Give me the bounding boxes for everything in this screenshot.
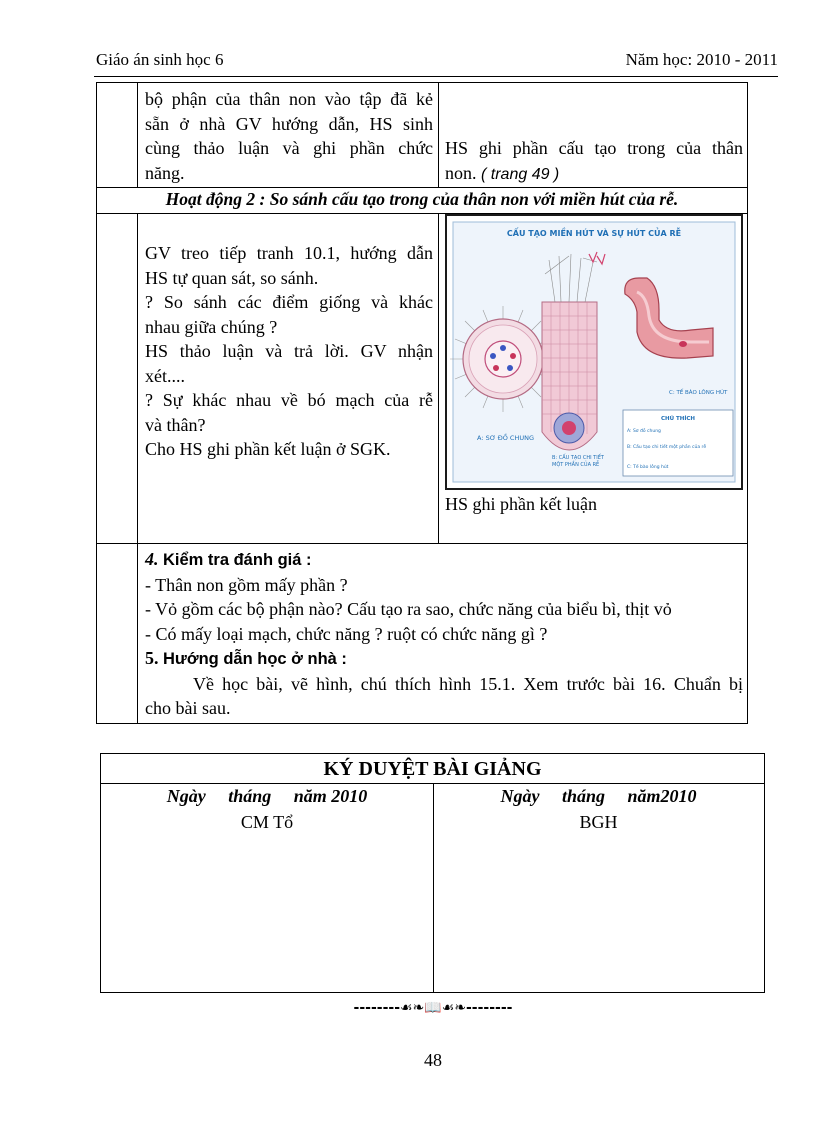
text-line: năng. — [145, 162, 185, 183]
text-line: và thân? — [145, 414, 206, 435]
figure-title: CẤU TẠO MIỀN HÚT VÀ SỰ HÚT CỦA RỄ — [506, 229, 682, 238]
approval-box — [100, 753, 765, 993]
label-b-line2: MỘT PHẦN CỦA RỄ — [552, 462, 600, 468]
label-a: A: SƠ ĐỒ CHUNG — [477, 434, 535, 442]
root-diagram — [447, 216, 741, 488]
col-divider — [137, 213, 138, 723]
text-line: cùng thảo luận và ghi phần chức — [145, 138, 433, 158]
text-line: HS tự quan sát, so sánh. — [145, 267, 319, 288]
header-subject: Giáo án sinh học 6 — [96, 50, 224, 69]
row1-student-cell — [445, 136, 743, 187]
row3-cell — [145, 547, 743, 721]
text-line: - Có mấy loại mạch, chức năng ? ruột có chức năng gì ? — [145, 623, 548, 644]
text-line: - Thân non gồm mấy phần ? — [145, 574, 348, 595]
text-line: bộ phận của thân non vào tập đã kẻ — [145, 89, 433, 109]
legend-title: CHÚ THÍCH — [660, 416, 696, 422]
text-fragment: non. — [445, 162, 477, 183]
text-line: Cho HS ghi phần kết luận ở SGK. — [145, 439, 391, 459]
heading-number: 5. — [145, 648, 159, 668]
header-school-year: Năm học: 2010 - 2011 — [625, 50, 778, 69]
text-line — [445, 161, 743, 188]
legend-item: C: Tế bào lông hút — [627, 465, 669, 470]
col-divider — [438, 213, 439, 543]
legend-item: A: Sơ đồ chung — [627, 429, 661, 434]
text-line: Về học bài, vẽ hình, chú thích hình 15.1. Xem trước bài 16. Chuẩn bị — [193, 673, 743, 694]
row1-teacher-cell — [145, 87, 433, 185]
text-line: cho bài sau. — [145, 698, 231, 718]
row-divider — [97, 543, 747, 544]
col-divider — [438, 83, 439, 187]
activity-2-title: Hoạt động 2 : So sánh cấu tạo trong của thân non với miền hút của rễ. — [165, 189, 679, 209]
page-reference: ( trang 49 ) — [481, 165, 560, 183]
text-line: sẵn ở nhà GV hướng dẫn, HS sinh — [145, 113, 433, 134]
homework-heading — [145, 646, 743, 672]
text-line: ? Sự khác nhau về bó mạch của rễ — [145, 390, 433, 410]
root-structure-figure — [445, 214, 743, 490]
text-line: HS ghi phần cấu tạo trong của thân — [445, 138, 743, 158]
text-line: HS thảo luận và trả lời. GV nhận — [145, 341, 433, 361]
text-line: GV treo tiếp tranh 10.1, hướng dẫn — [145, 243, 433, 263]
row-divider — [97, 187, 747, 188]
page-number: 48 — [424, 1050, 442, 1070]
ornament-divider: --------☙❧📖☙❧-------- — [353, 1000, 513, 1016]
assessment-heading — [145, 547, 743, 573]
heading-text: Kiểm tra đánh giá : — [163, 551, 312, 569]
heading-text: Hướng dẫn học ở nhà : — [163, 650, 347, 668]
col-divider — [137, 83, 138, 187]
row2-teacher-cell — [145, 241, 433, 462]
text-line: - Vỏ gồm các bộ phận nào? Cấu tạo ra sao, chức năng của biểu bì, thịt vỏ — [145, 599, 672, 619]
label-c: C: TẾ BÀO LÔNG HÚT — [669, 390, 728, 396]
header-rule — [94, 76, 778, 77]
right-role: BGH — [579, 812, 618, 832]
approval-title: KÝ DUYỆT BÀI GIẢNG — [323, 758, 542, 780]
heading-number: 4. — [145, 549, 159, 569]
text-line: ? So sánh các điểm giống và khác — [145, 292, 433, 312]
text-line: nhau giữa chúng ? — [145, 316, 278, 337]
right-date: Ngày tháng năm2010 — [500, 786, 697, 806]
left-role: CM Tổ — [240, 812, 294, 832]
legend-item: B: Cấu tạo chi tiết một phần của rễ — [627, 445, 707, 450]
text-line: xét.... — [145, 365, 185, 386]
left-date: Ngày tháng năm 2010 — [166, 786, 368, 806]
figure-legend — [623, 410, 733, 476]
row2-student-conclusion: HS ghi phần kết luận — [445, 494, 597, 514]
label-b-line1: B: CẤU TẠO CHI TIẾT — [552, 455, 604, 461]
